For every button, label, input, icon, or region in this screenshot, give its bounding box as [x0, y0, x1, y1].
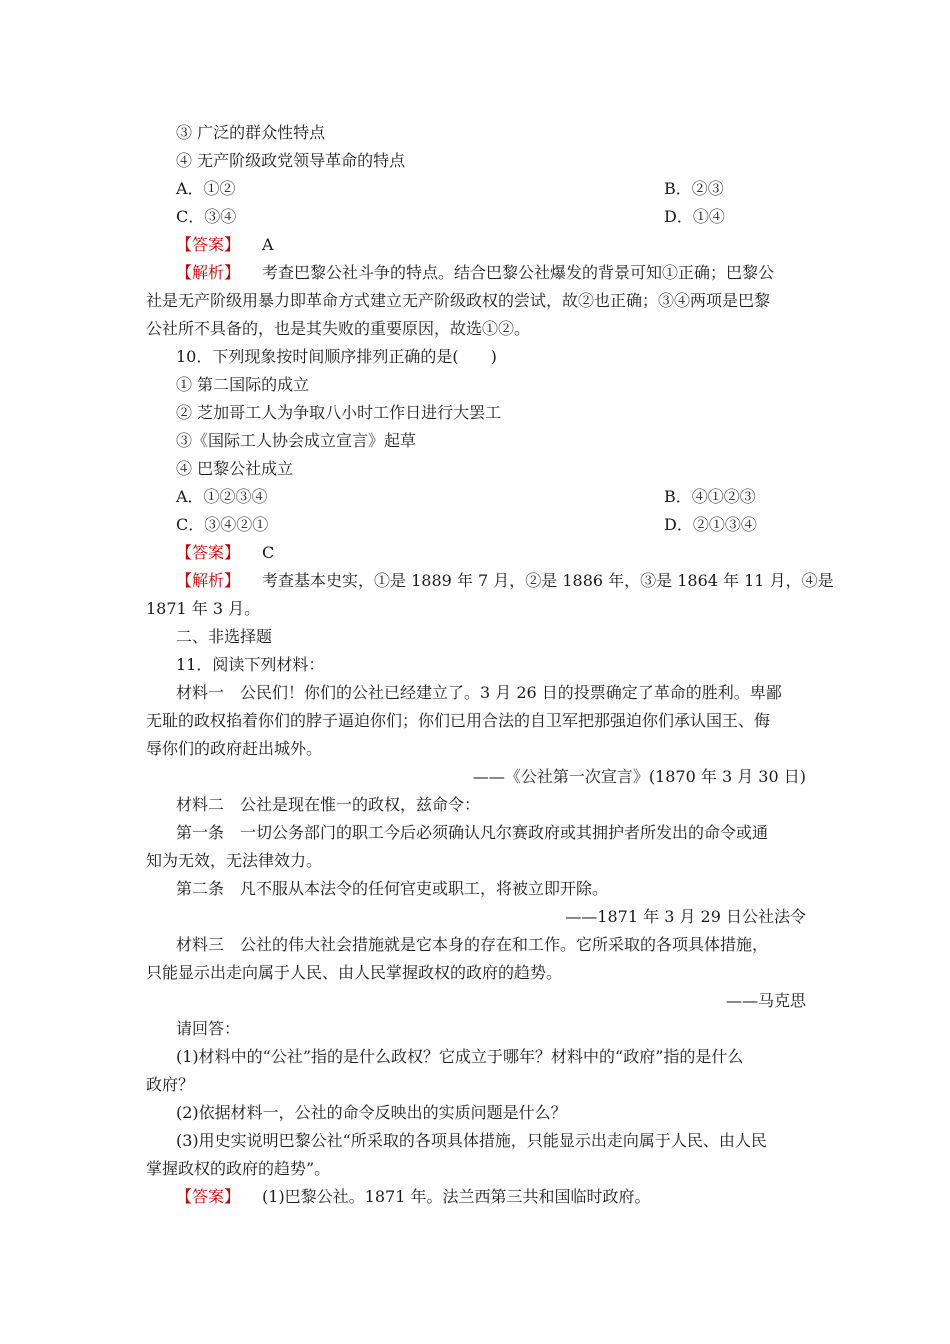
analysis-tag: 【解析】 — [176, 571, 241, 590]
q9-option-d: D．①④ — [664, 207, 725, 226]
q10-item-3: ③《国际工人协会成立宣言》起草 — [176, 431, 417, 450]
q10-answer-value: C — [262, 543, 275, 562]
q9-option-c: C．③④ — [176, 207, 237, 226]
q11-material2-source: ——1871 年 3 月 29 日公社法令 — [565, 907, 806, 926]
q11-material2-line4: 第二条 凡不服从本法令的任何官吏或职工，将被立即开除。 — [176, 879, 609, 898]
q11-material1-line1: 材料一 公民们！你们的公社已经建立了。3 月 26 日的投票确定了革命的胜利。卑鄙 — [176, 683, 782, 702]
q11-answer-text: (1)巴黎公社。1871 年。法兰西第三共和国临时政府。 — [262, 1187, 651, 1206]
q11-material2-line1: 材料二 公社是现在惟一的政权，兹命令： — [176, 795, 481, 814]
q9-item-4: ④ 无产阶级政党领导革命的特点 — [176, 151, 406, 170]
q11-ask: 请回答： — [176, 1019, 241, 1038]
q10-options-row2 — [176, 511, 836, 539]
q11-part3-line1: (3)用史实说明巴黎公社“所采取的各项具体措施，只能显示出走向属于人民、由人民 — [176, 1131, 767, 1150]
q9-options-row2 — [176, 203, 836, 231]
q11-part1-line2: 政府？ — [146, 1075, 195, 1094]
q11-material2-line3: 知为无效，无法律效力。 — [146, 851, 323, 870]
q9-option-a: A．①② — [176, 179, 236, 198]
q10-analysis-text1: 考查基本史实，①是 1889 年 7 月，②是 1886 年，③是 1864 年 11 月，④是 — [262, 571, 834, 590]
q11-part1-line1: (1)材料中的“公社”指的是什么政权？它成立于哪年？材料中的“政府”指的是什么 — [176, 1047, 744, 1066]
q10-option-a: A．①②③④ — [176, 487, 268, 506]
q11-material2-line2: 第一条 一切公务部门的职工今后必须确认凡尔赛政府或其拥护者所发出的命令或通 — [176, 823, 769, 842]
q10-item-2: ② 芝加哥工人为争取八小时工作日进行大罢工 — [176, 403, 502, 422]
answer-tag: 【答案】 — [176, 235, 241, 254]
q9-analysis-text1: 考查巴黎公社斗争的特点。结合巴黎公社爆发的背景可知①正确；巴黎公 — [262, 263, 775, 282]
section-heading: 二、非选择题 — [176, 627, 273, 646]
q11-answer — [176, 1183, 836, 1211]
q10-stem: 10．下列现象按时间顺序排列正确的是( ) — [176, 347, 497, 366]
q11-stem: 11．阅读下列材料： — [176, 655, 325, 674]
q11-material1-line3: 辱你们的政府赶出城外。 — [146, 739, 323, 758]
q11-material3-line1: 材料三 公社的伟大社会措施就是它本身的存在和工作。它所采取的各项具体措施， — [176, 935, 769, 954]
q11-material3-line2: 只能显示出走向属于人民、由人民掌握政权的政府的趋势。 — [146, 963, 563, 982]
q10-analysis-line1 — [176, 567, 836, 595]
analysis-tag: 【解析】 — [176, 263, 241, 282]
q11-material1-line2: 无耻的政权掐着你们的脖子逼迫你们；你们已用合法的自卫军把那强迫你们承认国王、侮 — [146, 711, 771, 730]
q10-analysis-line2: 1871 年 3 月。 — [146, 599, 261, 618]
q10-options-row1 — [176, 483, 836, 511]
q9-analysis-line2: 社是无产阶级用暴力即革命方式建立无产阶级政权的尝试，故②也正确；③④两项是巴黎 — [146, 291, 771, 310]
q10-option-d: D．②①③④ — [664, 515, 757, 534]
q10-option-b: B．④①②③ — [664, 487, 756, 506]
q11-material3-source: ——马克思 — [725, 991, 806, 1010]
q10-option-c: C．③④②① — [176, 515, 269, 534]
q9-answer — [176, 231, 836, 259]
q9-answer-value: A — [262, 235, 274, 254]
q10-item-1: ① 第二国际的成立 — [176, 375, 310, 394]
q10-item-4: ④ 巴黎公社成立 — [176, 459, 294, 478]
q9-analysis-line3: 公社所不具备的，也是其失败的重要原因，故选①②。 — [146, 319, 531, 338]
q9-analysis-line1 — [176, 259, 836, 287]
q11-part2: (2)依据材料一，公社的命令反映出的实质问题是什么？ — [176, 1103, 567, 1122]
answer-tag: 【答案】 — [176, 1187, 241, 1206]
q11-part3-line2: 掌握政权的政府的趋势”。 — [146, 1159, 331, 1178]
answer-tag: 【答案】 — [176, 543, 241, 562]
q11-material1-source: ——《公社第一次宣言》(1870 年 3 月 30 日) — [472, 767, 806, 786]
q10-answer — [176, 539, 836, 567]
q9-options-row1 — [176, 175, 836, 203]
q9-option-b: B．②③ — [664, 179, 724, 198]
q9-item-3: ③ 广泛的群众性特点 — [176, 123, 326, 142]
